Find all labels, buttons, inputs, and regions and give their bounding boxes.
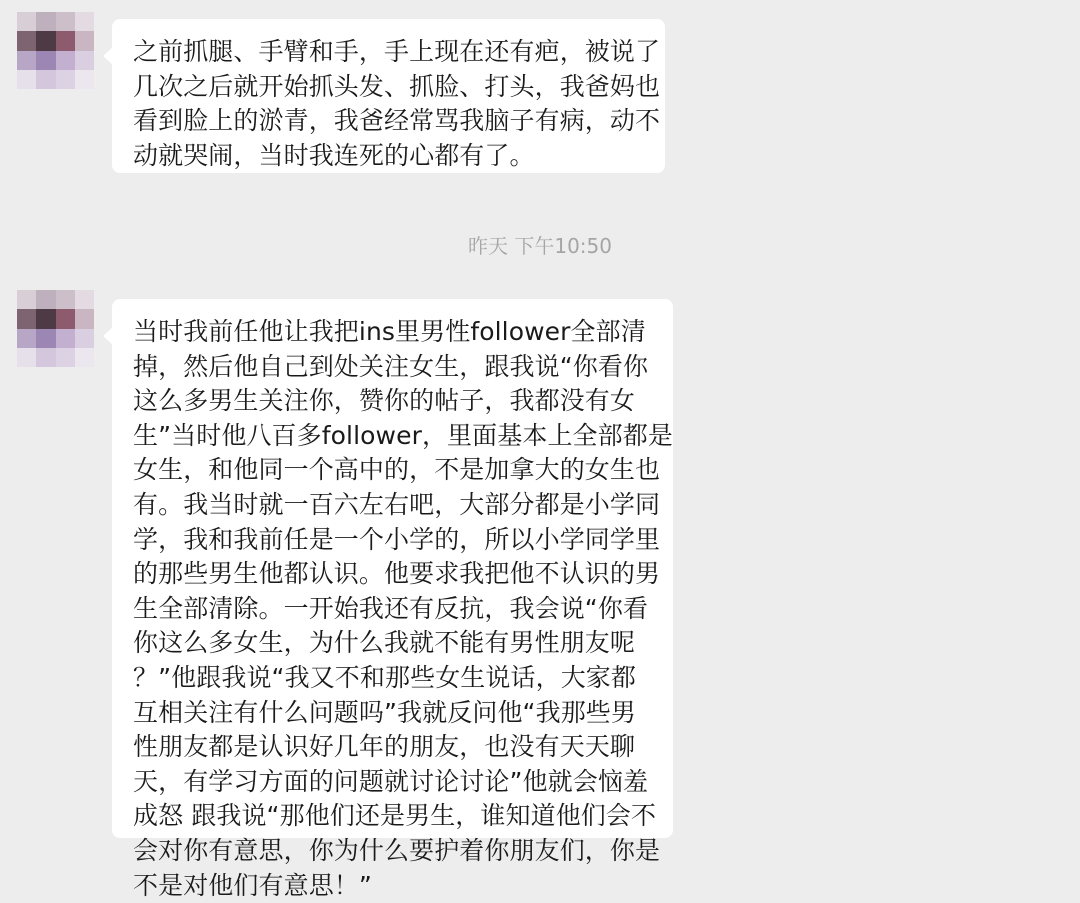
message-timestamp: 昨天 下午10:50 (0, 232, 1080, 260)
message-line: 天，有学习方面的问题就讨论讨论”他就会恼羞 (133, 765, 653, 800)
message-line: 几次之后就开始抓头发、抓脸、打头，我爸妈也 (133, 70, 645, 105)
avatar[interactable] (17, 290, 94, 367)
message-line: 女生，和他同一个高中的，不是加拿大的女生也 (133, 453, 653, 488)
message-line: 学，我和我前任是一个小学的，所以小学同学里 (133, 523, 653, 558)
message-line: 这么多男生关注你，赞你的帖子，我都没有女 (133, 384, 653, 419)
message-line: 掉，然后他自己到处关注女生，跟我说“你看你 (133, 350, 653, 385)
message-line: ？”他跟我说“我又不和那些女生说话，大家都 (133, 661, 653, 696)
message-line: 当时我前任他让我把ins里男性follower全部清 (133, 315, 653, 350)
message-line: 你这么多女生，为什么我就不能有男性朋友呢 (133, 626, 653, 661)
message-line: 互相关注有什么问题吗”我就反问他“我那些男 (133, 696, 653, 731)
message-line: 成怒 跟我说“那他们还是男生，谁知道他们会不 (133, 799, 653, 834)
message-line: 有。我当时就一百六左右吧，大部分都是小学同 (133, 488, 653, 523)
message-line: 性朋友都是认识好几年的朋友，也没有天天聊 (133, 730, 653, 765)
message-bubble[interactable] (112, 19, 665, 173)
message-line: 看到脸上的淤青，我爸经常骂我脑子有病，动不 (133, 104, 645, 139)
message-line: 的那些男生他都认识。他要求我把他不认识的男 (133, 557, 653, 592)
message-line: 生”当时他八百多follower，里面基本上全部都是 (133, 419, 653, 454)
message-line: 生全部清除。一开始我还有反抗，我会说“你看 (133, 592, 653, 627)
message-line: 会对你有意思，你为什么要护着你朋友们，你是 (133, 834, 653, 869)
message-line: 动就哭闹，当时我连死的心都有了。 (133, 139, 645, 174)
message-line: 不是对他们有意思！” (133, 869, 653, 903)
message-bubble[interactable] (112, 299, 673, 838)
avatar[interactable] (17, 12, 94, 89)
message-line: 之前抓腿、手臂和手，手上现在还有疤，被说了 (133, 35, 645, 70)
